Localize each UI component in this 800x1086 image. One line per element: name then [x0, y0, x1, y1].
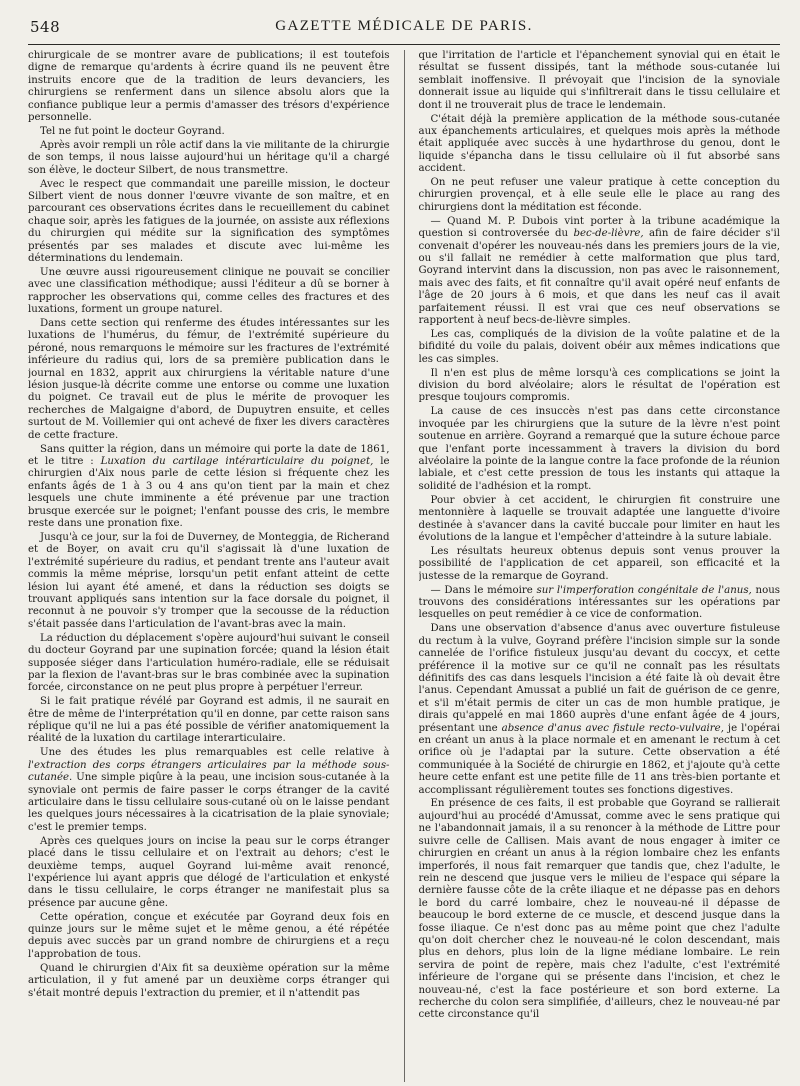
- paragraph: Sans quitter la région, dans un mémoire qui porte la date de 1861, et le titre : Luxation du cartilage intérarticulaire du poignet, le chirurgien d'Aix nous parle de cette lésion si fréquente chez les enfants âgés de 1 à 3 ou 4 ans qu'on tient par la main et chez lesquels une chute imminente a été prévenue par une traction brusque exercée sur le poignet; l'enfant pousse des cris, le membre reste dans une pronation fixe.: [28, 443, 390, 530]
- paragraph: On ne peut refuser une valeur pratique à cette conception du chirurgien provençal, et à elle seule elle le place au rang des chirurgiens dont la méditation est féconde.: [418, 177, 780, 213]
- paragraph: Quand le chirurgien d'Aix fit sa deuxième opération sur la même articulation, il y fut amené par un deuxième corps étranger qui s'était montré depuis l'extraction du premier, et il n'attendit pas: [28, 962, 390, 999]
- paragraph: Avec le respect que commandait une pareille mission, le docteur Silbert vient de nous donner l'œuvre vivante de son maître, et en parcourant ces observations écrites dans le recueillement du cabinet chaque soir, après les fatigues de la journée, on assiste aux réflexions du chirurgien qui médite sur la signification des symptômes présentés par ses malades et discute avec lui-même les déterminations du lendemain.: [28, 178, 390, 264]
- text-columns: [28, 50, 780, 1082]
- paragraph: En présence de ces faits, il est probable que Goyrand se rallierait aujourd'hui au procédé d'Amussat, comme avec le sens pratique qui ne l'abandonnait jamais, il a su renoncer à la méthode de Littre pour suivre celle de Callisen. Mais avant de nous engager à imiter ce chirurgien en créant un anus à la région lombaire chez les enfants imperforés, il nous fait remarquer que tandis que, chez l'adulte, le rein ne descend que jusque vers le milieu de l'espace qui sépare la dernière fausse côte de la crête iliaque et ne dépasse pas en dehors le bord du carré lombaire, chez le nouveau-né il dépasse de beaucoup le bord externe de ce muscle, et descend jusque dans la fosse iliaque. Ce n'est donc pas au même point que chez l'adulte qu'on doit chercher chez le nouveau-né le colon descendant, mais plus en dehors, plus loin de la ligne médiane lombaire. Le rein servira de point de repère, mais chez l'adulte, c'est l'extrémité inférieure de l'organe qui se présente dans l'incision, et chez le nouveau-né, c'est la face postérieure et son bord externe. La recherche du colon sera simplifiée, d'ailleurs, chez le nouveau-né par cette circonstance qu'il: [418, 798, 780, 1021]
- page-number: 548: [30, 18, 61, 36]
- paragraph: Cette opération, conçue et exécutée par Goyrand deux fois en quinze jours sur le même sujet et le même genou, a été répétée depuis avec succès par un grand nombre de chirurgiens et a reçu l'approbation de tous.: [28, 911, 390, 960]
- paragraph: C'était déjà la première application de la méthode sous-cutanée aux épanchements articulaires, et quelques mois après la méthode était appliquée avec succès à une hydarthrose du genou, dont le liquide s'épancha dans le tissu cellulaire où il fut absorbé sans accident.: [418, 113, 780, 175]
- paragraph: chirurgicale de se montrer avare de publications; il est toutefois digne de remarque qu'ardents à écrire quand ils ne peuvent être instruits encore que de la tradition de leurs devanciers, les chirurgiens se renferment dans un silence absolu alors que la confiance publique leur a permis d'amasser des trésors d'expérience personnelle.: [28, 50, 390, 124]
- paragraph: — Quand M. P. Dubois vint porter à la tribune académique la question si controversée du bec-de-lièvre, afin de faire décider s'il convenait d'opérer les nouveau-nés dans les premiers jours de la vie, ou s'il fallait ne remédier à cette malformation que plus tard, Goyrand intervint dans la discussion, non pas avec le raisonnement, mais avec des faits, et fit connaître qu'il avait opéré neuf enfants de l'âge de 20 jours à 6 mois, et que dans les neuf cas il avait parfaitement réussi. Il est vrai que ces neuf observations se rapportent à neuf becs-de-lièvre simples.: [418, 215, 780, 327]
- paragraph: Les résultats heureux obtenus depuis sont venus prouver la possibilité de l'application de cet appareil, son efficacité et la justesse de la remarque de Goyrand.: [418, 545, 780, 582]
- paragraph: Si le fait pratique révélé par Goyrand est admis, il ne saurait en être de même de l'interprétation qu'il en donne, par cette raison sans réplique qu'il ne lui a pas été possible de vérifier anatomiquement la réalité de la luxation du cartilage interarticulaire.: [28, 696, 390, 745]
- paragraph: Il n'en est plus de même lorsqu'à ces complications se joint la division du bord alvéolaire; alors le résultat de l'opération est presque toujours compromis.: [418, 367, 780, 404]
- paragraph: Les cas, compliqués de la division de la voûte palatine et de la bifidité du voile du palais, doivent obéir aux mêmes indications que les cas simples.: [418, 328, 780, 365]
- paragraph: La réduction du déplacement s'opère aujourd'hui suivant le conseil du docteur Goyrand par une supination forcée; quand la lésion était supposée siéger dans l'articulation huméro-radiale, elle se réduisait par la flexion de l'avant-bras sur le bras combinée avec la supination forcée, circonstance on ne peut plus propre à perpétuer l'erreur.: [28, 632, 390, 694]
- column-divider: [404, 50, 405, 1082]
- right-column: [419, 50, 781, 1082]
- paragraph: Jusqu'à ce jour, sur la foi de Duverney, de Monteggia, de Richerand et de Boyer, on avait cru qu'il s'agissait là d'une luxation de l'extrémité supérieure du radius, et pendant trente ans l'auteur avait commis la même méprise, lorsqu'un petit enfant atteint de cette lésion lui ayant été amené, et dans la réduction ses doigts se trouvant appliqués sans intention sur la face dorsale du poignet, il reconnut à ne pouvoir s'y tromper que la secousse de la réduction s'était passée dans l'articulation de l'avant-bras avec la main.: [28, 531, 390, 630]
- paragraph: Pour obvier à cet accident, le chirurgien fit construire une mentonnière à laquelle se trouvait adaptée une languette d'ivoire destinée à s'avancer dans la cavité buccale pour limiter en haut les évolutions de la langue et l'empêcher d'atteindre à la suture labiale.: [418, 494, 780, 543]
- paragraph: La cause de ces insuccès n'est pas dans cette circonstance invoquée par les chirurgiens que la suture de la lèvre n'est point soutenue en arrière. Goyrand a remarqué que la suture échoue parce que l'enfant porte incessamment à travers la division du bord alvéolaire la pointe de la langue contre la face profonde de la réunion labiale, et c'est cette pression de tous les instants qui attaque la solidité de l'adhésion et la rompt.: [418, 406, 780, 492]
- paragraph: Une des études les plus remarquables est celle relative à l'extraction des corps étrangers articulaires par la méthode sous-cutanée. Une simple piqûre à la peau, une incision sous-cutanée à la synoviale ont permis de faire passer le corps étranger de la cavité articulaire dans le tissu cellulaire sous-cutané où on le laisse pendant les quelques jours nécessaires à la cicatrisation de la plaie synoviale; c'est le premier temps.: [28, 747, 390, 833]
- paragraph: — Dans le mémoire sur l'imperforation congénitale de l'anus, nous trouvons des considérations intéressantes sur les opérations par lesquelles on peut remédier à ce vice de conformation.: [418, 584, 780, 621]
- paragraph: Une œuvre aussi rigoureusement clinique ne pouvait se concilier avec une classification méthodique; aussi l'éditeur a dû se borner à rapprocher les observations qui, comme celles des fractures et des luxations, forment un groupe naturel.: [28, 266, 390, 316]
- paragraph: Dans une observation d'absence d'anus avec ouverture fistuleuse du rectum à la vulve, Goyrand préfère l'incision simple sur la sonde cannelée de l'orifice fistuleux jusqu'au devant du coccyx, et cette préférence il la motive sur ce qu'il ne connaît pas les résultats définitifs des cas dans lesquels l'incision a été faite là où devait être l'anus. Cependant Amussat a publié un fait de guérison de ce genre, et s'il m'était permis de citer un cas de mon humble pratique, je dirais qu'appelé en mai 1860 auprès d'une enfant âgée de 4 jours, présentant une absence d'anus avec fistule recto-vulvaire, je l'opérai en créant un anus à la place normale et en amenant le rectum à cet orifice où je l'adaptai par la suture. Cette observation a été communiquée à la Société de chirurgie en 1862, et j'ajoute qu'à cette heure cette enfant est une petite fille de 11 ans très-bien portante et accomplissant régulièrement toutes ses fonctions digestives.: [418, 623, 780, 796]
- page-header: [28, 14, 780, 45]
- journal-title: GAZETTE MÉDICALE DE PARIS.: [275, 18, 533, 34]
- paragraph: Après avoir rempli un rôle actif dans la vie militante de la chirurgie de son temps, il nous laisse aujourd'hui un héritage qu'il a chargé son élève, le docteur Silbert, de nous transmettre.: [28, 139, 390, 176]
- paragraph: Dans cette section qui renferme des études intéressantes sur les luxations de l'humérus, du fémur, de l'extrémité supérieure du péroné, nous remarquons le mémoire sur les fractures de l'extrémité inférieure du radius qui, lors de sa première publication dans le journal en 1832, apprit aux chirurgiens la véritable nature d'une lésion jusque-là décrite comme une entorse ou comme une luxation du poignet. Ce travail eut de plus le mérite de provoquer les recherches de Malgaigne d'abord, de Dupuytren ensuite, et celles surtout de M. Voillemier qui ont achevé de fixer les divers caractères de cette fracture.: [28, 318, 390, 441]
- left-column: [28, 50, 390, 1082]
- paragraph: Tel ne fut point le docteur Goyrand.: [40, 125, 225, 137]
- paragraph: Après ces quelques jours on incise la peau sur le corps étranger placé dans le tissu cellulaire et on l'extrait au dehors; c'est le deuxième temps, auquel Goyrand lui-même avait renoncé, l'expérience lui ayant appris que délogé de l'articulation et enkysté dans le tissu cellulaire, le corps étranger ne manifestait plus sa présence par aucune gêne.: [28, 835, 390, 909]
- paragraph: que l'irritation de l'article et l'épanchement synovial qui en était le résultat se fussent dissipés, tant la méthode sous-cutanée lui semblait inoffensive. Il prévoyait que l'incision de la synoviale donnerait issue au liquide qui s'infiltrerait dans le tissu cellulaire et dont il ne trouverait plus de trace le lendemain.: [418, 50, 780, 111]
